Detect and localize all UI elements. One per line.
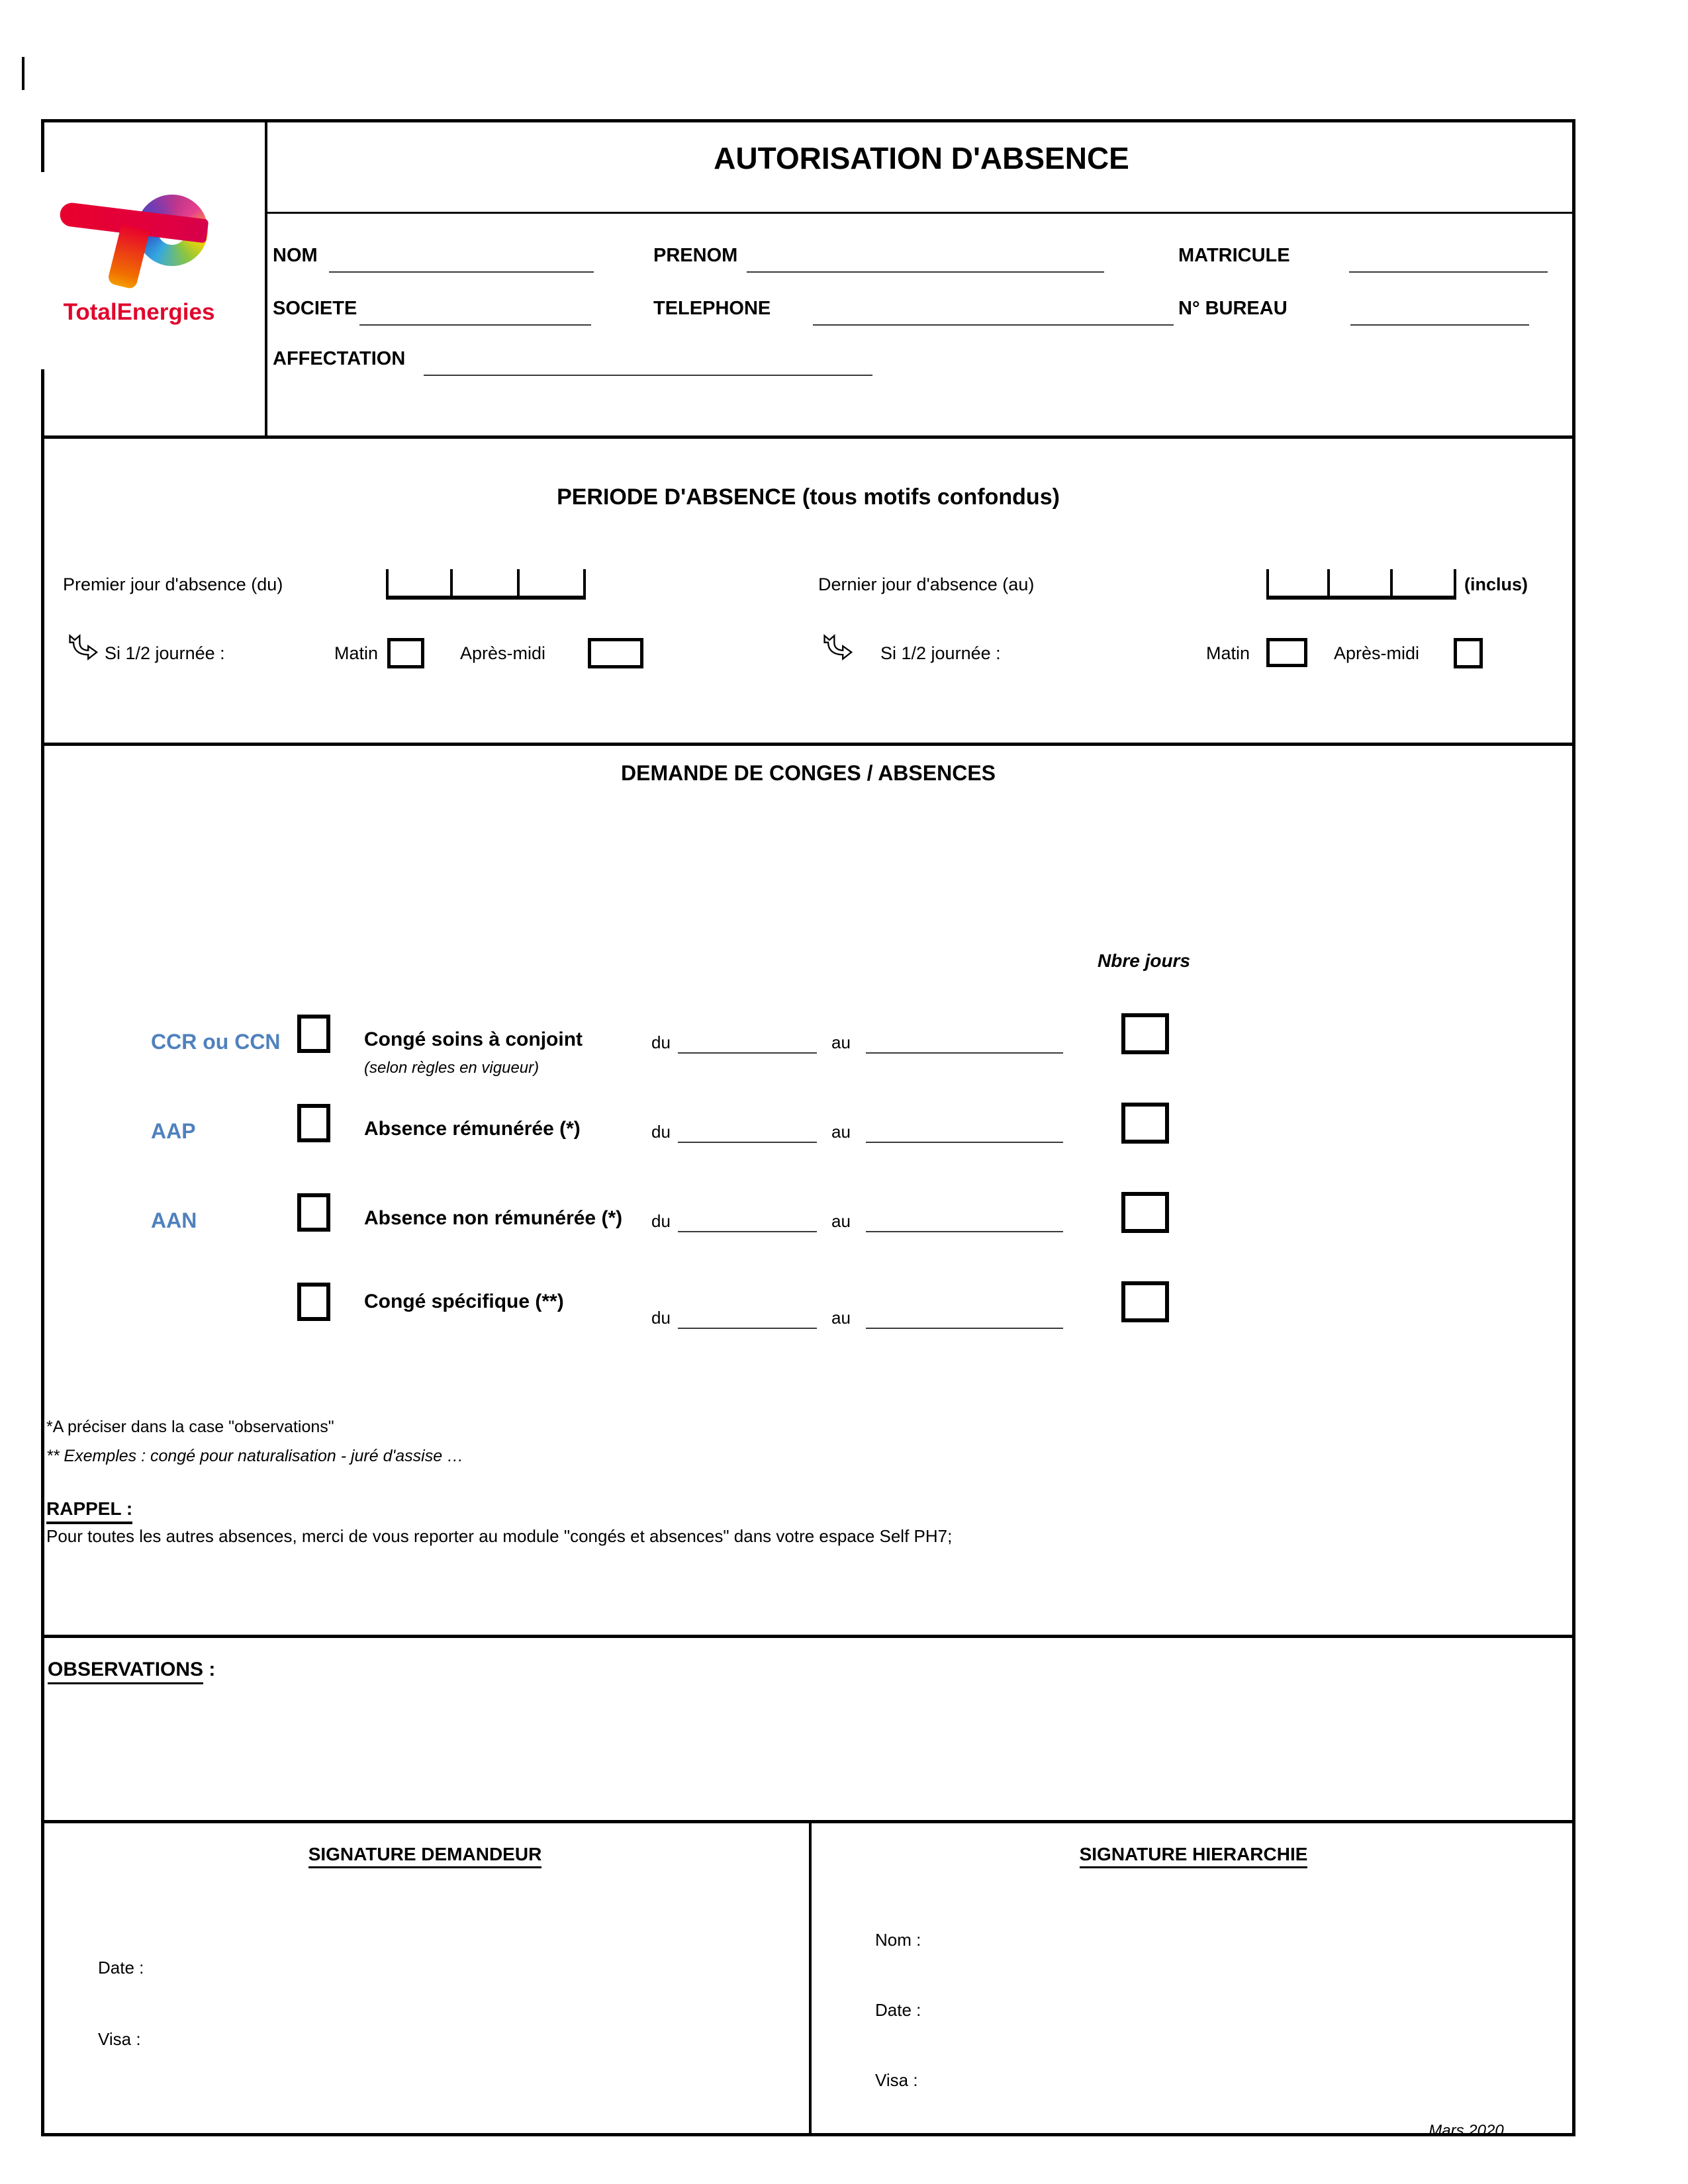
- du-date-line-aap[interactable]: [678, 1142, 817, 1143]
- rappel-text: Pour toutes les autres absences, merci de vous reporter au module "congés et absences" dans votre espace Self PH7;: [46, 1526, 953, 1546]
- demandeur-date-label: Date :: [98, 1958, 144, 1978]
- rappel-title: RAPPEL :: [46, 1498, 132, 1524]
- apres-midi-label-left: Après-midi: [460, 643, 546, 663]
- apres-midi-label-right: Après-midi: [1334, 643, 1420, 663]
- nbre-jours-box-aap[interactable]: [1121, 1103, 1169, 1144]
- demandeur-signature-area[interactable]: [199, 1946, 761, 2111]
- au-date-line-specifique[interactable]: [866, 1328, 1063, 1329]
- apres-midi-checkbox-right[interactable]: [1454, 638, 1483, 668]
- page-title: AUTORISATION D'ABSENCE: [714, 141, 1129, 175]
- leave-label-ccr: Congé soins à conjoint: [364, 1028, 583, 1050]
- observations-label: OBSERVATIONS: [48, 1659, 203, 1684]
- apres-midi-checkbox-left[interactable]: [588, 638, 643, 668]
- du-label: du: [651, 1308, 671, 1328]
- leave-label-aap: Absence rémunérée (*): [364, 1118, 581, 1140]
- leave-code-ccr: CCR ou CCN: [151, 1030, 281, 1054]
- footnote-double-asterisk: ** Exemples : congé pour naturalisation - juré d'assise …: [46, 1447, 464, 1465]
- au-label: au: [831, 1211, 851, 1231]
- bureau-input-line[interactable]: [1350, 324, 1529, 326]
- du-label: du: [651, 1032, 671, 1052]
- nbre-jours-header: Nbre jours: [1098, 950, 1191, 971]
- form-left-border-top-segment: [41, 119, 44, 172]
- leave-checkbox-ccr[interactable]: [297, 1015, 330, 1053]
- societe-input-line[interactable]: [359, 324, 591, 326]
- matricule-input-line[interactable]: [1349, 271, 1548, 273]
- telephone-label: TELEPHONE: [653, 298, 771, 319]
- leave-label-aan: Absence non rémunérée (*): [364, 1207, 623, 1229]
- societe-label: SOCIETE: [273, 298, 357, 319]
- half-day-label-left: Si 1/2 journée :: [105, 643, 225, 663]
- leave-checkbox-aap[interactable]: [297, 1104, 330, 1142]
- hierarchie-visa-label: Visa :: [875, 2070, 918, 2090]
- du-date-line-ccr[interactable]: [678, 1052, 817, 1054]
- nbre-jours-box-specifique[interactable]: [1121, 1281, 1169, 1322]
- form-version-note: Mars 2020: [1429, 2122, 1504, 2140]
- au-date-line-aap[interactable]: [866, 1142, 1063, 1143]
- form-outer-border: [41, 119, 1575, 2136]
- half-day-arrow-icon: [821, 634, 853, 662]
- au-label: au: [831, 1122, 851, 1142]
- brand-wordmark: TotalEnergies: [63, 299, 215, 325]
- hierarchie-signature-area[interactable]: [966, 1919, 1549, 2111]
- demande-section-title: DEMANDE DE CONGES / ABSENCES: [621, 761, 996, 785]
- au-label: au: [831, 1032, 851, 1052]
- leave-checkbox-aan[interactable]: [297, 1193, 330, 1232]
- scan-artifact-mark: [22, 57, 24, 90]
- leave-code-aap: AAP: [151, 1119, 196, 1143]
- leave-code-aan: AAN: [151, 1208, 197, 1232]
- au-label: au: [831, 1308, 851, 1328]
- prenom-input-line[interactable]: [747, 271, 1104, 273]
- du-date-line-aan[interactable]: [678, 1231, 817, 1232]
- observations-input-area[interactable]: [46, 1694, 1569, 1813]
- bureau-label: N° BUREAU: [1178, 298, 1288, 319]
- matin-label-left: Matin: [334, 643, 379, 663]
- affectation-label: AFFECTATION: [273, 348, 406, 369]
- prenom-label: PRENOM: [653, 245, 738, 266]
- periode-section-title: PERIODE D'ABSENCE (tous motifs confondus): [557, 484, 1060, 510]
- half-day-arrow-icon: [66, 634, 98, 662]
- header-bottom-rule: [41, 435, 1575, 439]
- first-day-date-field[interactable]: [386, 569, 586, 600]
- matin-checkbox-left[interactable]: [387, 638, 424, 668]
- title-rule: [267, 212, 1575, 214]
- leave-checkbox-specifique[interactable]: [297, 1283, 330, 1321]
- du-label: du: [651, 1211, 671, 1231]
- nom-input-line[interactable]: [329, 271, 594, 273]
- signature-demandeur-title: SIGNATURE DEMANDEUR: [308, 1844, 542, 1868]
- matin-label-right: Matin: [1206, 643, 1250, 663]
- observations-colon: :: [209, 1659, 216, 1680]
- nom-label: NOM: [273, 245, 318, 266]
- nbre-jours-box-ccr[interactable]: [1121, 1013, 1169, 1054]
- first-day-label: Premier jour d'absence (du): [63, 574, 283, 594]
- matricule-label: MATRICULE: [1178, 245, 1290, 266]
- signature-hierarchie-title: SIGNATURE HIERARCHIE: [1080, 1844, 1308, 1868]
- nbre-jours-box-aan[interactable]: [1121, 1192, 1169, 1233]
- last-day-label: Dernier jour d'absence (au): [818, 574, 1035, 594]
- inclus-label: (inclus): [1464, 574, 1528, 594]
- logo-t-stem: [107, 224, 150, 290]
- du-date-line-specifique[interactable]: [678, 1328, 817, 1329]
- totalenergies-logo-icon: [58, 193, 237, 296]
- signatures-top-rule: [41, 1820, 1575, 1823]
- last-day-date-field[interactable]: [1266, 569, 1456, 600]
- au-date-line-aan[interactable]: [866, 1231, 1063, 1232]
- footnote-asterisk: *A préciser dans la case "observations": [46, 1418, 334, 1436]
- hierarchie-nom-label: Nom :: [875, 1930, 921, 1950]
- affectation-input-line[interactable]: [424, 375, 872, 376]
- signatures-divider: [809, 1820, 812, 2136]
- leave-label-specifique: Congé spécifique (**): [364, 1291, 564, 1312]
- du-label: du: [651, 1122, 671, 1142]
- leave-sublabel-ccr: (selon règles en vigueur): [364, 1059, 539, 1077]
- half-day-label-right: Si 1/2 journée :: [880, 643, 1001, 663]
- form-left-border-main-segment: [41, 369, 44, 2136]
- observations-top-rule: [41, 1635, 1575, 1638]
- demande-top-rule: [41, 743, 1575, 746]
- demandeur-visa-label: Visa :: [98, 2029, 141, 2049]
- telephone-input-line[interactable]: [813, 324, 1174, 326]
- matin-checkbox-right[interactable]: [1266, 638, 1307, 667]
- au-date-line-ccr[interactable]: [866, 1052, 1063, 1054]
- hierarchie-date-label: Date :: [875, 2000, 921, 2020]
